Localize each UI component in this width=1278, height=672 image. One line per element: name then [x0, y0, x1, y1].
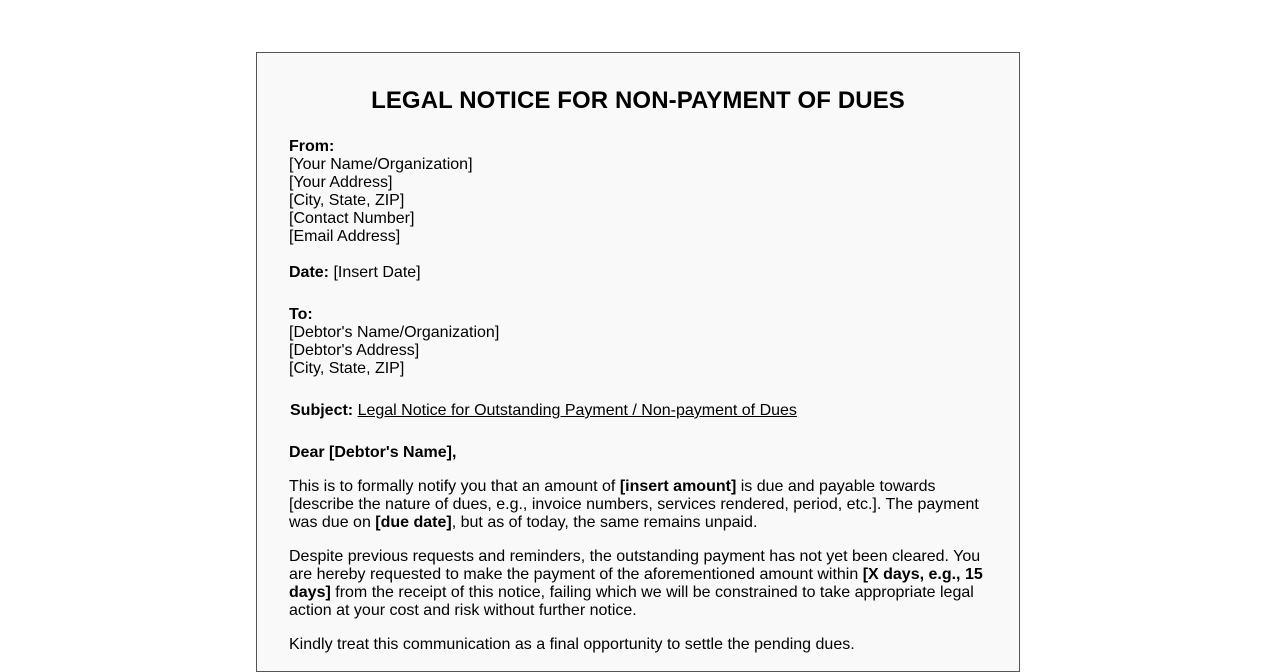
days-placeholder: [X days, e.g., 15 days]: [289, 566, 983, 601]
document-title: LEGAL NOTICE FOR NON-PAYMENT OF DUES: [371, 87, 905, 114]
date-line: [289, 264, 987, 282]
sender-address: [Your Address]: [289, 174, 393, 191]
paragraph-text: from the receipt of this notice, failing which we will be constrained to take appropriate legal action at your cost and risk without further notice.: [289, 584, 974, 619]
salutation: Dear [Debtor's Name],: [289, 444, 457, 461]
recipient-name: [Debtor's Name/Organization]: [289, 324, 500, 341]
sender-email: [Email Address]: [289, 228, 401, 245]
to-label: To:: [289, 306, 313, 323]
date-value: [Insert Date]: [333, 264, 421, 281]
sender-contact-number: [Contact Number]: [289, 210, 415, 227]
due-date-placeholder: [due date]: [375, 514, 452, 531]
recipient-city-state-zip: [City, State, ZIP]: [289, 360, 405, 377]
subject-line: [289, 402, 987, 420]
paragraph-payment-request: [289, 548, 987, 620]
recipient-address: [Debtor's Address]: [289, 342, 420, 359]
paragraph-text: , but as of today, the same remains unpaid.: [451, 514, 758, 531]
subject-label: Subject:: [290, 402, 354, 419]
subject-text: Legal Notice for Outstanding Payment / Non-payment of Dues: [357, 402, 797, 419]
paragraph-text: This is to formally notify you that an amount of: [289, 478, 620, 495]
sender-city-state-zip: [City, State, ZIP]: [289, 192, 405, 209]
sender-block: [289, 138, 987, 246]
paragraph-final-opportunity: Kindly treat this communication as a final opportunity to settle the pending dues.: [289, 636, 855, 653]
paragraph-amount-due: [289, 478, 987, 532]
paragraph-text: is due and payable towards [describe the nature of dues, e.g., invoice numbers, services rendered, period, etc.]. The payment was due on: [289, 478, 979, 531]
recipient-block: [289, 306, 987, 378]
sender-name: [Your Name/Organization]: [289, 156, 473, 173]
legal-notice-document: [256, 52, 1020, 672]
from-label: From:: [289, 138, 335, 155]
amount-placeholder: [insert amount]: [619, 478, 737, 495]
paragraph-text: Despite previous requests and reminders, the outstanding payment has not yet been cleared. You are hereby requested to make the payment of the aforementioned amount within: [289, 548, 981, 583]
date-label: Date:: [289, 264, 330, 281]
